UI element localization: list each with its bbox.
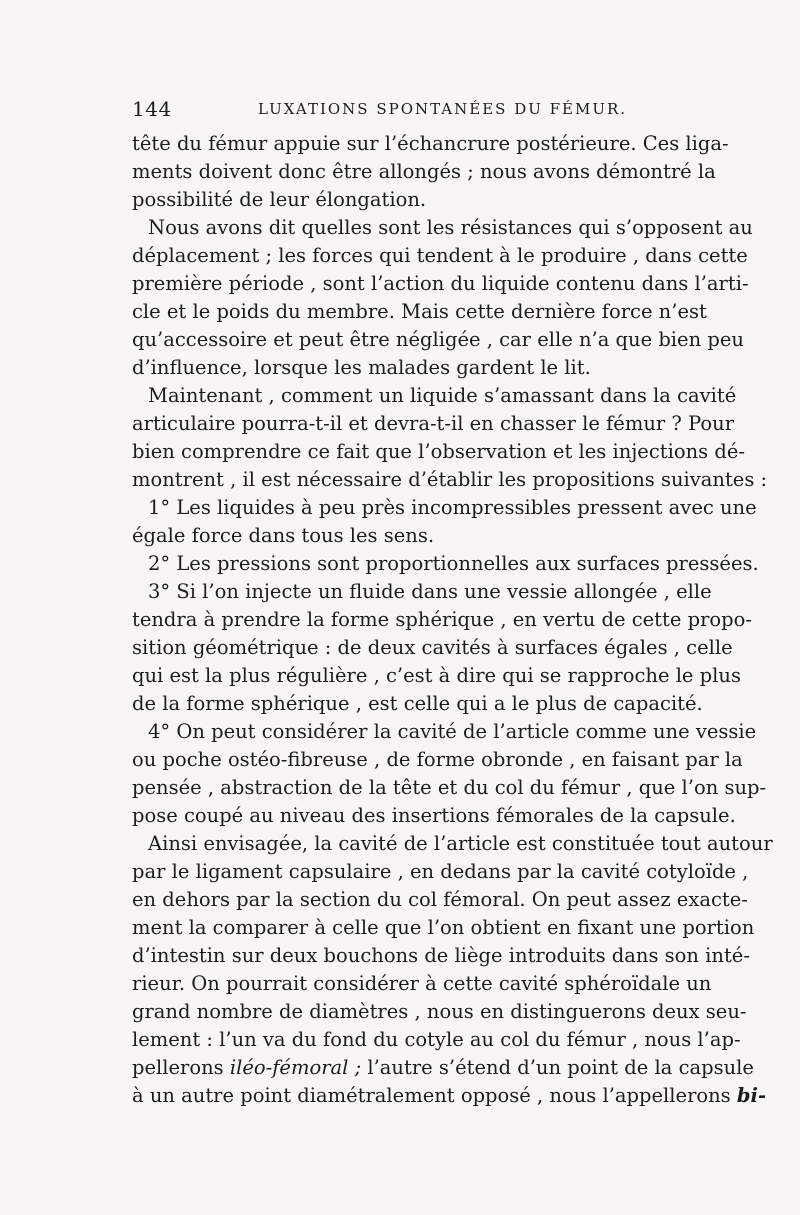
page-header: [132, 97, 672, 127]
text-line: grand nombre de diamètres , nous en distinguerons deux seu-: [132, 1000, 747, 1023]
text-line: cle et le poids du membre. Mais cette dernière force n’est: [132, 300, 707, 323]
text-line: pose coupé au niveau des insertions fémorales de la capsule.: [132, 804, 736, 827]
text-span: l’autre s’étend d’un point de la capsule: [367, 1056, 754, 1079]
italic-term: iléo-fémoral ;: [229, 1056, 362, 1079]
text-line: bien comprendre ce fait que l’observation et les injections dé-: [132, 440, 745, 463]
text-line: première période , sont l’action du liquide contenu dans l’arti-: [132, 272, 749, 295]
text-line: par le ligament capsulaire , en dedans par la cavité cotyloïde ,: [132, 860, 749, 883]
text-line: d’intestin sur deux bouchons de liège introduits dans son inté-: [132, 944, 750, 967]
running-title: LUXATIONS SPONTANÉES DU FÉMUR.: [258, 100, 628, 118]
text-line: rieur. On pourrait considérer à cette cavité sphéroïdale un: [132, 972, 712, 995]
page-number: 144: [132, 97, 172, 121]
text-line: pensée , abstraction de la tête et du col du fémur , que l’on sup-: [132, 776, 767, 799]
text-line: possibilité de leur élongation.: [132, 188, 427, 211]
text-line: 2° Les pressions sont proportionnelles aux surfaces pressées.: [148, 552, 759, 575]
italic-term: bi-: [736, 1084, 767, 1107]
text-line: 3° Si l’on injecte un fluide dans une vessie allongée , elle: [148, 580, 712, 603]
text-span: pellerons: [132, 1056, 224, 1079]
text-line: qui est la plus régulière , c’est à dire qui se rapproche le plus: [132, 664, 741, 687]
text-line: ments doivent donc être allongés ; nous avons démontré la: [132, 160, 716, 183]
text-line: Maintenant , comment un liquide s’amassant dans la cavité: [148, 384, 737, 407]
text-line: articulaire pourra-t-il et devra-t-il en chasser le fémur ? Pour: [132, 412, 735, 435]
text-line: montrent , il est nécessaire d’établir les propositions suivantes :: [132, 468, 768, 491]
text-line: lement : l’un va du fond du cotyle au col du fémur , nous l’ap-: [132, 1028, 741, 1051]
text-span: à un autre point diamétralement opposé , nous l’appellerons: [132, 1084, 731, 1107]
text-line: égale force dans tous les sens.: [132, 524, 435, 547]
text-line: de la forme sphérique , est celle qui a le plus de capacité.: [132, 692, 703, 715]
text-line-mixed: [132, 1082, 767, 1110]
text-line: qu’accessoire et peut être négligée , car elle n’a que bien peu: [132, 328, 744, 351]
text-line: sition géométrique : de deux cavités à surfaces égales , celle: [132, 636, 733, 659]
text-line: déplacement ; les forces qui tendent à le produire , dans cette: [132, 244, 748, 267]
text-line: Ainsi envisagée, la cavité de l’article est constituée tout autour: [148, 832, 773, 855]
text-line-mixed: [132, 1054, 754, 1082]
text-line: d’influence, lorsque les malades gardent le lit.: [132, 356, 591, 379]
text-line: ou poche ostéo-fibreuse , de forme obronde , en faisant par la: [132, 748, 743, 771]
text-line: tête du fémur appuie sur l’échancrure postérieure. Ces liga-: [132, 132, 729, 155]
text-line: Nous avons dit quelles sont les résistances qui s’opposent au: [148, 216, 753, 239]
text-line: en dehors par la section du col fémoral. On peut assez exacte-: [132, 888, 748, 911]
text-line: tendra à prendre la forme sphérique , en vertu de cette propo-: [132, 608, 752, 631]
text-line: ment la comparer à celle que l’on obtient en fixant une portion: [132, 916, 755, 939]
text-line: 4° On peut considérer la cavité de l’article comme une vessie: [148, 720, 757, 743]
text-line: 1° Les liquides à peu près incompressibles pressent avec une: [148, 496, 757, 519]
